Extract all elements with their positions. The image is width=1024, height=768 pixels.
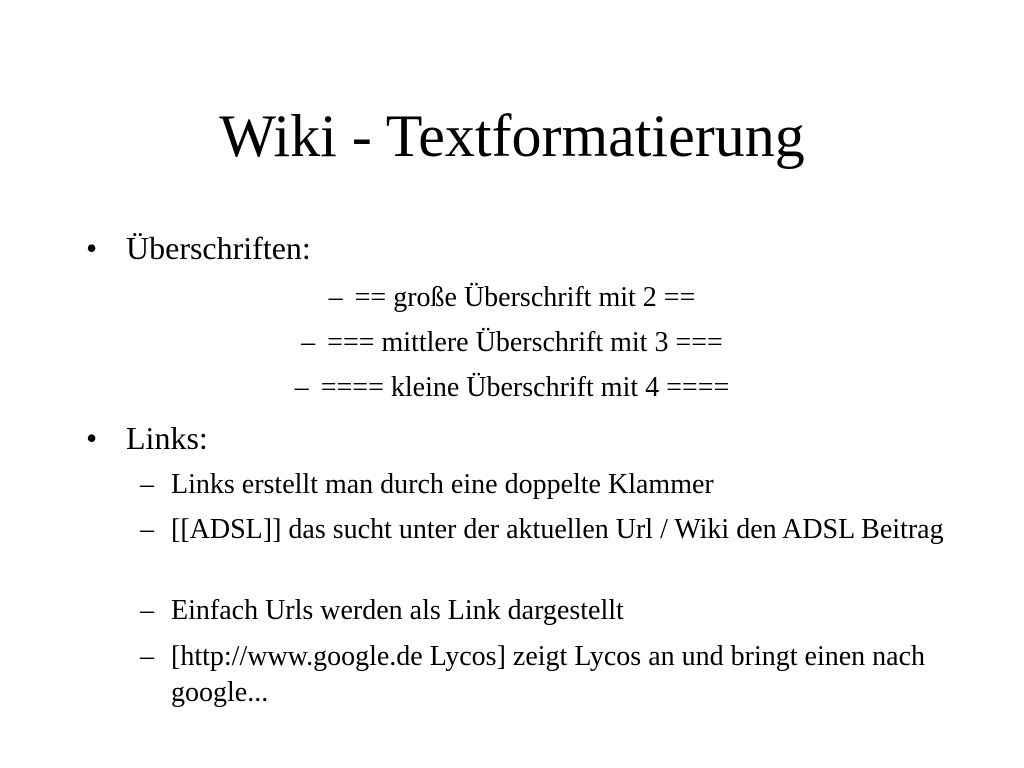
dash-icon: – bbox=[328, 282, 343, 313]
sub-item-text: [http://www.google.de Lycos] zeigt Lycos an und bringt einen nach google... bbox=[171, 641, 926, 708]
sub-item-heading-4 bbox=[0, 370, 1024, 406]
sub-item-text: ==== kleine Überschrift mit 4 ==== bbox=[320, 372, 730, 403]
sub-item-links-2 bbox=[140, 512, 970, 548]
slide-title: Wiki - Textformatierung bbox=[219, 103, 805, 169]
sub-item-text: Links erstellt man durch eine doppelte Klammer bbox=[171, 469, 714, 500]
dash-icon: – bbox=[140, 514, 154, 545]
bullet-icon: • bbox=[86, 420, 98, 456]
section-label-headings: Überschriften: bbox=[126, 230, 311, 266]
sub-item-text: Einfach Urls werden als Link dargestellt bbox=[171, 595, 624, 626]
sub-item-text: [[ADSL]] das sucht unter der aktuellen Url / Wiki den ADSL Beitrag bbox=[171, 514, 944, 545]
dash-icon: – bbox=[140, 595, 154, 626]
sub-item-text: == große Überschrift mit 2 == bbox=[354, 282, 696, 313]
sub-item-links-1 bbox=[140, 467, 970, 503]
sub-item-links-3 bbox=[140, 593, 970, 629]
dash-icon: – bbox=[140, 641, 154, 672]
sub-item-text: === mittlere Überschrift mit 3 === bbox=[327, 327, 723, 358]
dash-icon: – bbox=[294, 372, 309, 403]
bullet-icon: • bbox=[86, 230, 98, 266]
section-label-links: Links: bbox=[126, 420, 208, 456]
sub-item-heading-3 bbox=[0, 325, 1024, 361]
sub-item-links-4 bbox=[140, 639, 970, 711]
dash-icon: – bbox=[301, 327, 316, 358]
sub-item-heading-2 bbox=[0, 280, 1024, 316]
dash-icon: – bbox=[140, 469, 154, 500]
